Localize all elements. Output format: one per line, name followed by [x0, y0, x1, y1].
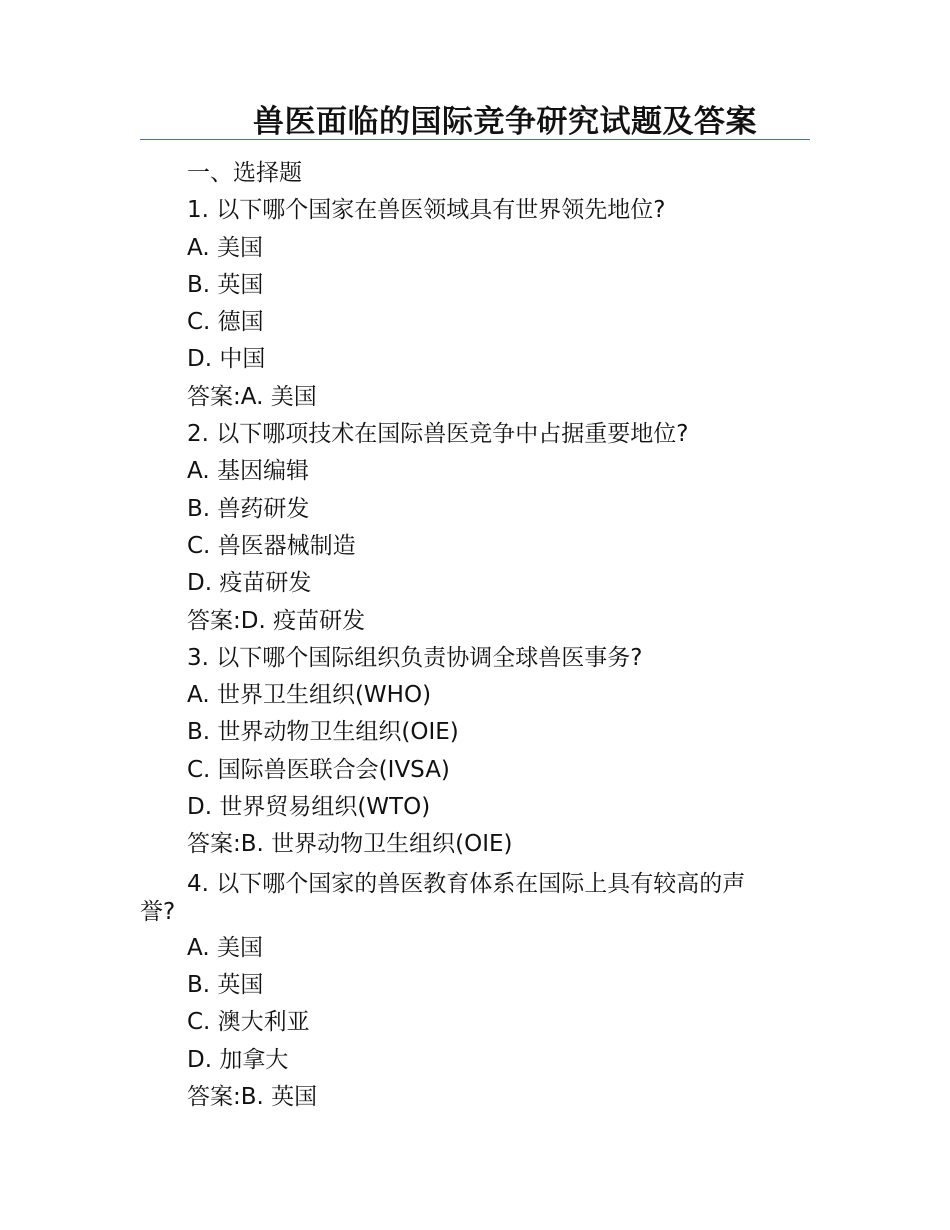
- section-heading: 一、选择题: [187, 160, 302, 186]
- document-body: [140, 155, 810, 1116]
- option-b: B. 英国: [187, 271, 264, 298]
- option-a: A. 美国: [187, 234, 263, 261]
- option-a: A. 美国: [187, 934, 263, 961]
- question-line-1: 4. 以下哪个国家的兽医教育体系在国际上具有较高的声: [187, 870, 746, 897]
- option-d: D. 加拿大: [187, 1046, 289, 1073]
- question-text-wrapped: [140, 864, 810, 930]
- answer-text: 答案:B. 英国: [187, 1083, 318, 1110]
- option-c: C. 兽医器械制造: [187, 532, 356, 559]
- option-d: D. 疫苗研发: [187, 570, 312, 597]
- option-c: C. 国际兽医联合会(IVSA): [187, 756, 450, 783]
- question-line-2: 誉?: [140, 898, 176, 925]
- question-text: 3. 以下哪个国际组织负责协调全球兽医事务?: [187, 644, 643, 671]
- answer-text: 答案:A. 美国: [187, 383, 317, 410]
- option-a: A. 基因编辑: [187, 458, 309, 485]
- option-b: B. 世界动物卫生组织(OIE): [187, 719, 459, 746]
- option-b: B. 兽药研发: [187, 495, 310, 522]
- answer-text: 答案:D. 疫苗研发: [187, 607, 366, 634]
- question-text: 1. 以下哪个国家在兽医领域具有世界领先地位?: [187, 197, 666, 224]
- option-c: C. 德国: [187, 309, 264, 336]
- document-title: 兽医面临的国际竞争研究试题及答案: [253, 104, 757, 140]
- question-text: 2. 以下哪项技术在国际兽医竞争中占据重要地位?: [187, 421, 689, 448]
- answer-text: 答案:B. 世界动物卫生组织(OIE): [187, 831, 513, 858]
- option-b: B. 英国: [187, 971, 264, 998]
- option-c: C. 澳大利亚: [187, 1009, 310, 1036]
- option-d: D. 世界贸易组织(WTO): [187, 794, 431, 821]
- option-a: A. 世界卫生组织(WHO): [187, 682, 432, 709]
- option-d: D. 中国: [187, 346, 266, 373]
- title-underline: [140, 139, 810, 140]
